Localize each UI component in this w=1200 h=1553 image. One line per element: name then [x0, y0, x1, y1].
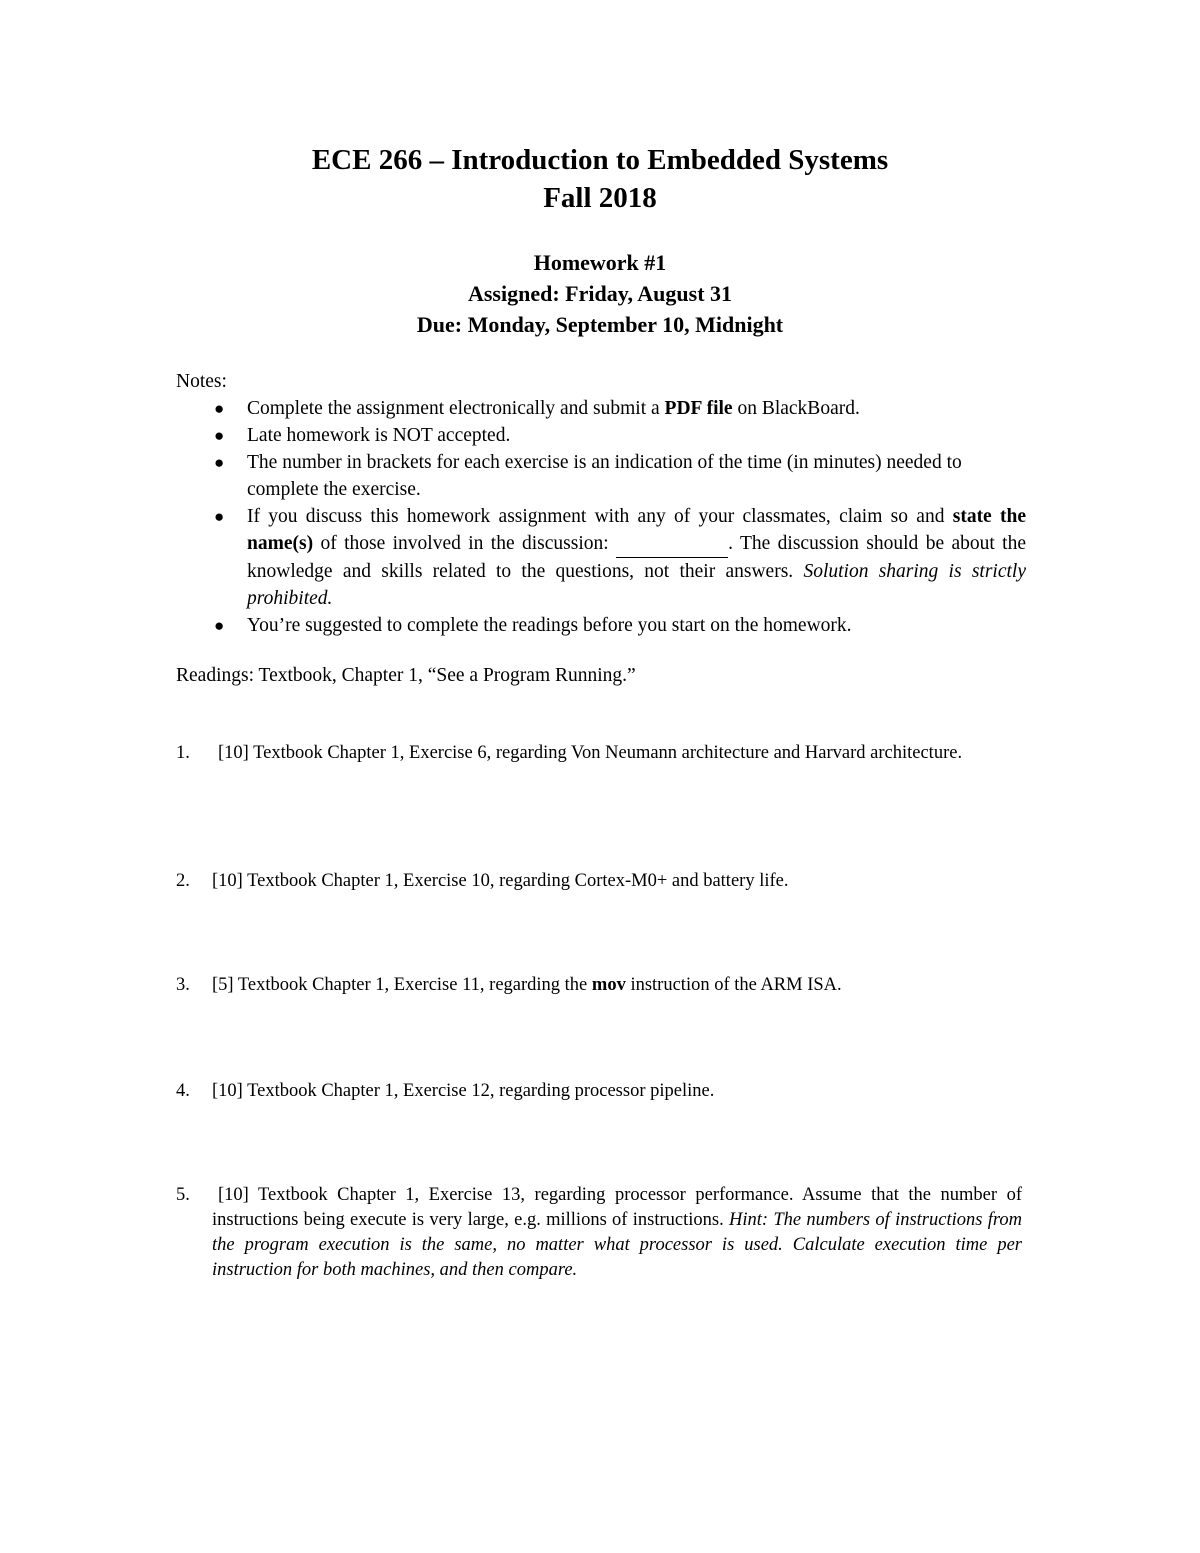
question-item: [176, 973, 1022, 998]
course-title: ECE 266 – Introduction to Embedded Systems: [311, 144, 889, 176]
bullet-icon: ●: [214, 453, 225, 472]
question-number: 1.: [176, 743, 190, 763]
bullet-icon: ●: [214, 507, 225, 526]
hint-text: Hint: The numbers of instructions from the program execution is the same, no matter what processor is used. Calculate execution time per instruction for both machines, and then compare.: [212, 1210, 1023, 1280]
note-text: You’re suggested to complete the readings before you start on the homework.: [247, 615, 852, 636]
note-text: Late homework is NOT accepted.: [247, 425, 511, 446]
mov-keyword: mov: [591, 975, 626, 995]
question-item: [176, 741, 1022, 766]
question-text: [10] Textbook Chapter 1, Exercise 13, regarding processor performance. Assume that the number of instructions being execute is very large, e.g. millions of instructions.: [212, 1185, 1022, 1230]
question-text: [10] Textbook Chapter 1, Exercise 6, regarding Von Neumann architecture and Harvard architecture.: [218, 743, 963, 763]
bullet-icon: ●: [214, 399, 225, 418]
bullet-icon: ●: [214, 616, 225, 635]
due-date: Due: Monday, September 10, Midnight: [416, 312, 784, 337]
note-bold-text: state the name(s): [247, 506, 1026, 554]
note-bold-text: PDF file: [664, 398, 733, 419]
note-italic-text: Solution sharing is strictly prohibited.: [247, 561, 1026, 609]
note-text: of those involved in the discussion:: [313, 533, 617, 554]
question-text: instruction of the ARM ISA.: [625, 975, 842, 995]
notes-list: [176, 395, 1026, 639]
question-number: 4.: [176, 1081, 190, 1101]
note-text: If you discuss this homework assignment with any of your classmates, claim so and: [247, 506, 953, 527]
bullet-icon: ●: [214, 426, 225, 445]
note-text: The number in brackets for each exercise is an indication of the time (in minutes) needed to complete the exercise.: [247, 452, 962, 500]
question-text: [10] Textbook Chapter 1, Exercise 12, regarding processor pipeline.: [212, 1081, 715, 1101]
note-text: . The discussion should be about the knowledge and skills related to the questions, not their answers.: [247, 533, 1027, 582]
question-text: [5] Textbook Chapter 1, Exercise 11, regarding the: [212, 975, 592, 995]
question-item: [176, 869, 1022, 894]
homework-title: Homework #1: [533, 250, 667, 275]
note-item: [176, 395, 1026, 422]
question-item: [176, 1183, 1022, 1283]
question-number: 3.: [176, 975, 190, 995]
assigned-date: Assigned: Friday, August 31: [467, 281, 733, 306]
term-title: Fall 2018: [543, 182, 657, 214]
question-text: [10] Textbook Chapter 1, Exercise 10, regarding Cortex-M0+ and battery life.: [212, 871, 789, 891]
name-blank-line: [616, 530, 728, 558]
readings-line: Readings: Textbook, Chapter 1, “See a Program Running.”: [176, 665, 636, 686]
note-item: [176, 503, 1026, 612]
note-item: [176, 449, 1026, 503]
note-item: [176, 422, 1026, 449]
question-number: 5.: [176, 1185, 190, 1205]
question-item: [176, 1079, 1022, 1104]
note-text: Complete the assignment electronically and submit a: [247, 398, 665, 419]
notes-label: Notes:: [176, 371, 227, 392]
note-item: [176, 612, 1026, 639]
question-number: 2.: [176, 871, 190, 891]
note-text: on BlackBoard.: [732, 398, 860, 419]
